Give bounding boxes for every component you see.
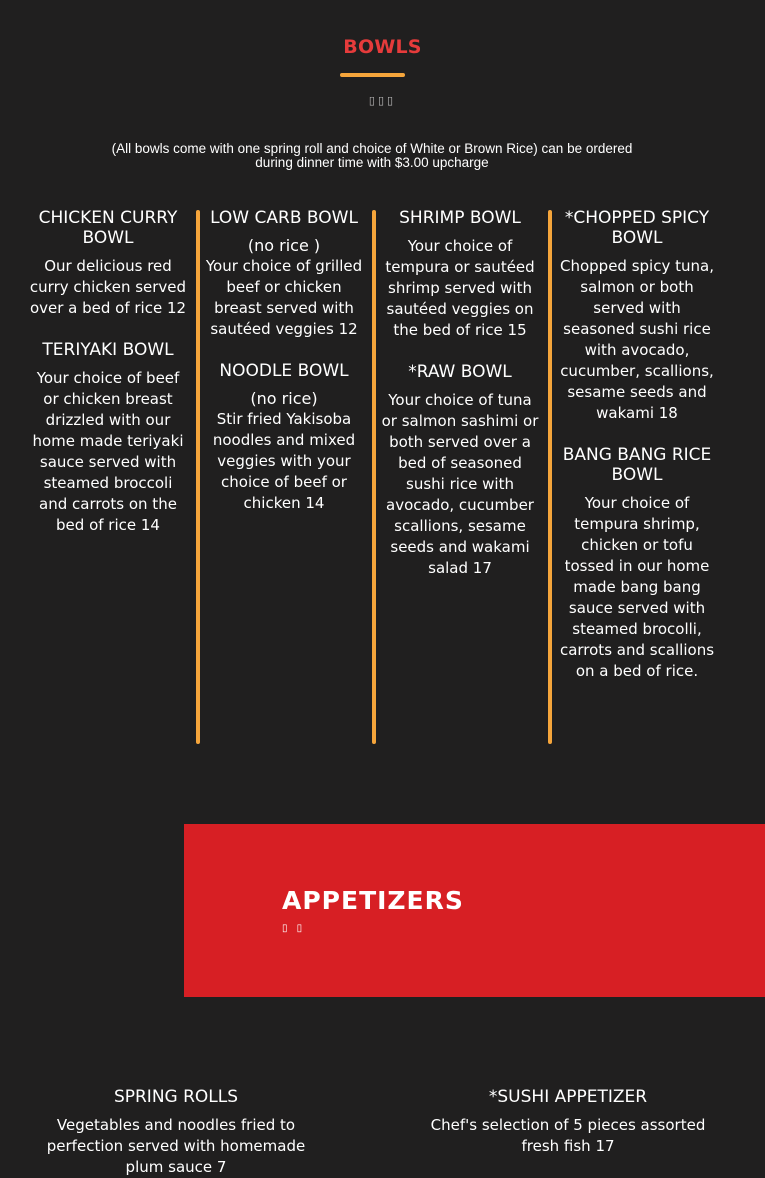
appetizer-item [30, 1087, 322, 1178]
item-description: Your choice of grilled beef or chicken breast served with sautéed veggies 12 [205, 257, 363, 338]
appetizers-banner [184, 824, 765, 997]
item-description: Your choice of beef or chicken breast drizzled with our home made teriyaki sauce served with steamed broccoli and carrots on the bed of rice 14 [32, 369, 184, 534]
item-name: CHICKEN CURRY BOWL [38, 208, 178, 248]
item-name: LOW CARB BOWL [210, 208, 358, 228]
menu-item [204, 361, 364, 514]
column-divider [196, 210, 200, 744]
item-description: Your choice of tempura or sautéed shrimp served with sautéed veggies on the bed of rice 15 [385, 237, 535, 339]
item-description: Chef's selection of 5 pieces assorted fresh fish 17 [430, 1116, 706, 1155]
item-description: Your choice of tuna or salmon sashimi or both served over a bed of seasoned sushi rice with avocado, cucumber scallions, sesame seeds and wakami salad 17 [381, 391, 539, 577]
item-description: Chopped spicy tuna, salmon or both served with seasoned sushi rice with avocado, cucumber, scallions, sesame seeds and wakami 18 [560, 257, 714, 422]
menu-item [556, 208, 718, 424]
item-note: (no rice) [250, 389, 318, 408]
bowls-title: BOWLS [343, 36, 422, 58]
item-description: Vegetables and noodles fried to perfection served with homemade plum sauce 7 [46, 1116, 306, 1176]
item-name: SHRIMP BOWL [399, 208, 521, 228]
menu-item [28, 340, 188, 536]
item-description: Stir fried Yakisoba noodles and mixed veggies with your choice of beef or chicken 14 [212, 410, 356, 512]
item-name: SPRING ROLLS [113, 1087, 239, 1107]
bowls-title-underline [340, 73, 405, 77]
bowls-column-3 [380, 208, 540, 579]
item-description: Your choice of tempura shrimp, chicken or tofu tossed in our home made bang bang sauce served with steamed brocolli, carrots and scallions on a bed of rice. [559, 494, 715, 680]
item-name: *SUSHI APPETIZER [488, 1087, 648, 1107]
menu-item [380, 362, 540, 579]
column-divider [372, 210, 376, 744]
item-name: NOODLE BOWL [219, 361, 349, 381]
item-note: (no rice ) [247, 236, 321, 255]
item-name: BANG BANG RICE BOWL [562, 445, 712, 485]
appetizers-decorative-icons: ▯ ▯ [282, 923, 306, 934]
bowls-note: (All bowls come with one spring roll and choice of White or Brown Rice) can be ordered during dinner time with $3.00 upcharge [111, 141, 633, 170]
bowls-column-2 [204, 208, 364, 514]
bowls-column-4 [556, 208, 718, 682]
item-name: *RAW BOWL [408, 362, 512, 382]
appetizer-item [410, 1087, 726, 1157]
menu-item [204, 208, 364, 340]
menu-item [556, 445, 718, 682]
appetizers-title: APPETIZERS [282, 886, 464, 915]
column-divider [548, 210, 552, 744]
menu-item [28, 208, 188, 319]
menu-item [380, 208, 540, 341]
bowls-column-1 [28, 208, 188, 536]
item-description: Our delicious red curry chicken served over a bed of rice 12 [29, 257, 187, 317]
bowls-decorative-icons: ▯▯▯ [368, 94, 397, 107]
item-name: *CHOPPED SPICY BOWL [564, 208, 710, 248]
item-name: TERIYAKI BOWL [42, 340, 174, 360]
